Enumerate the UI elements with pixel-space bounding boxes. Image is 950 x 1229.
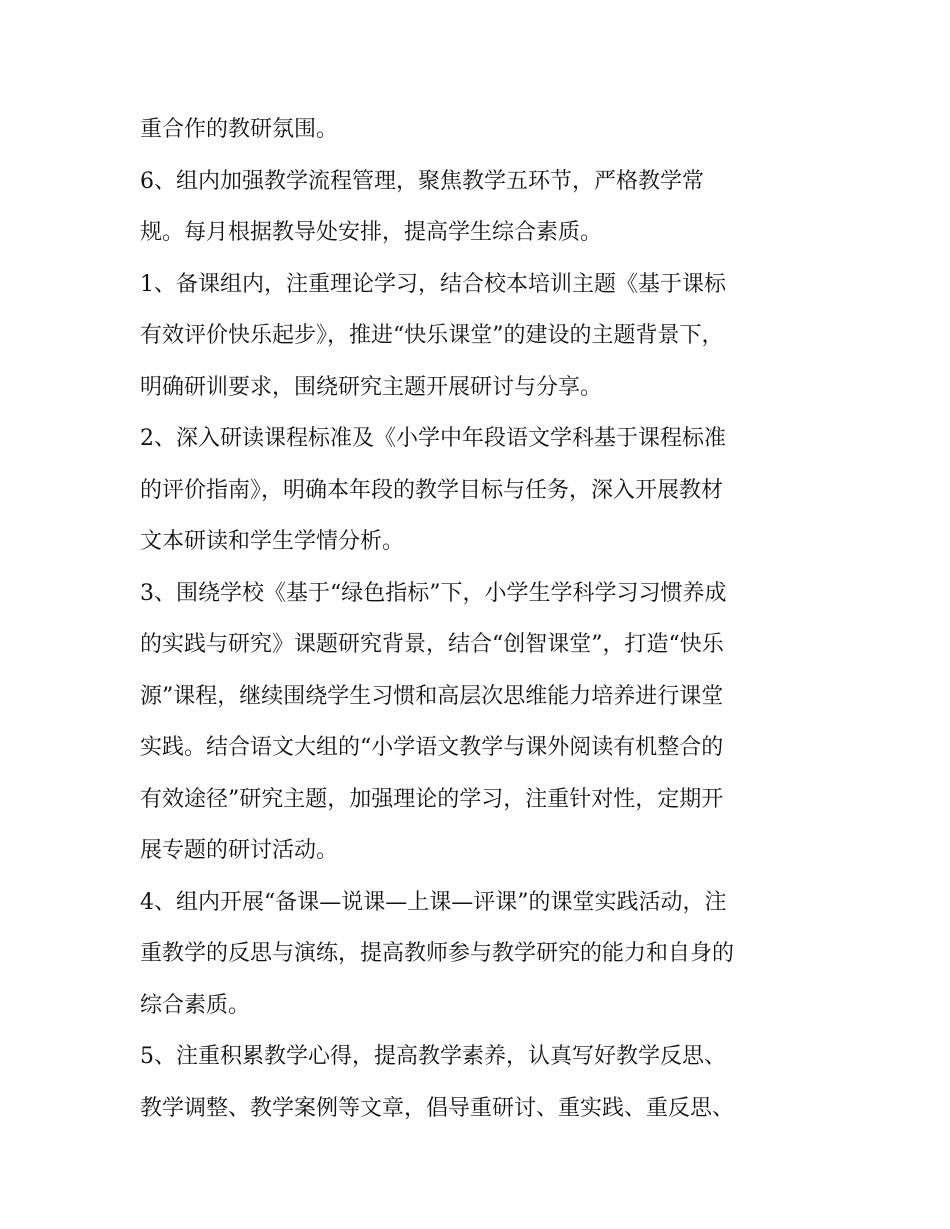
text-line: 4、组内开展“备课—说课—上课—评课”的课堂实践活动，注 [140,889,727,915]
text-line: 2、深入研读课程标准及《小学中年段语文学科基于课程标准 [140,426,726,451]
text-line: 实践。结合语文大组的“小学语文教学与课外阅读有机整合的 [140,735,724,760]
text-line: 重合作的教研氛围。 [140,117,339,142]
text-line: 教学调整、教学案例等文章，倡导重研讨、重实践、重反思、 [140,1095,735,1121]
text-line: 文本研读和学生学情分析。 [140,529,405,554]
text-line: 明确研训要求，围绕研究主题开展研讨与分享。 [140,374,603,400]
text-line: 重教学的反思与演练，提高教师参与教学研究的能力和自身的 [140,941,735,966]
text-line: 3、围绕学校《基于“绿色指标”下，小学生学科学习习惯养成 [140,580,727,606]
text-line: 1、备课组内，注重理论学习，结合校本培训主题《基于课标 [140,271,726,297]
text-line: 的实践与研究》课题研究背景，结合“创智课堂”，打造“快乐 [140,632,724,657]
text-line: 的评价指南》，明确本年段的教学目标与任务，深入开展教材 [140,477,724,503]
text-line: 展专题的研讨活动。 [140,838,339,863]
text-line: 源”课程，继续围绕学生习惯和高层次思维能力培养进行课堂 [140,683,724,709]
text-line: 有效途径”研究主题，加强理论的学习，注重针对性，定期开 [140,786,724,812]
text-line: 规。每月根据教导处安排，提高学生综合素质。 [140,220,603,245]
text-line: 综合素质。 [140,992,251,1018]
text-line: 有效评价快乐起步》，推进“快乐课堂”的建设的主题背景下， [140,323,724,348]
body-text [140,104,820,1134]
text-line: 6、组内加强教学流程管理，聚焦教学五环节，严格教学常 [140,168,704,194]
text-line: 5、注重积累教学心得，提高教学素养，认真写好教学反思、 [140,1044,726,1069]
